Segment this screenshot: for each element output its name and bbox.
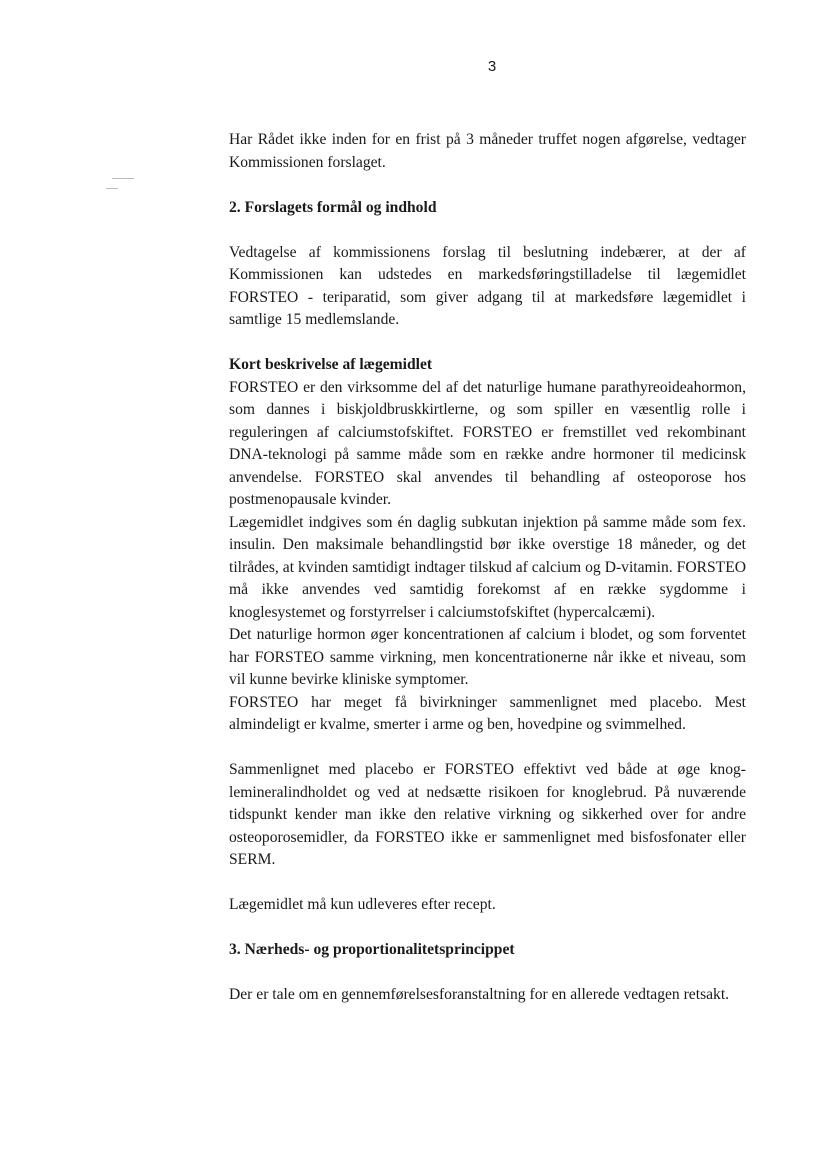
page-number: 3 (487, 58, 497, 75)
paragraph: FORSTEO har meget få bivirkninger sammenlignet med placebo. Mest almindeligt er kvalme, smerter i arme og ben, hovedpine og svimmelhed. (229, 693, 746, 733)
paragraph: Lægemidlet må kun udleveres efter recept. (229, 896, 496, 913)
scan-mark (106, 188, 118, 189)
paragraph: Det naturlige hormon øger koncentrationen af calcium i blodet, og som forventet har FORSTEO samme virkning, men koncentrationerne når ikke et niveau, som vil kunne bevirke kliniske symptomer. (229, 626, 746, 688)
paragraph: Vedtagelse af kommissionens forslag til beslutning indebærer, at der af Kommissionen kan udstedes en markedsføringstilladelse til lægemidlet FORSTEO - teriparatid, som giver adgang til at markedsføre lægemidlet i samtlige 15 medlemslande. (229, 243, 746, 328)
paragraph: Der er tale om en gennemførelsesforanstaltning for en allerede vedtagen retsakt. (229, 986, 730, 1003)
subsection-heading: Kort beskrivelse af lægemidlet (229, 356, 433, 373)
section-heading: 3. Nærheds- og proportionalitetsprincippet (229, 941, 515, 958)
paragraph: FORSTEO er den virksomme del af det naturlige humane parathyreoideahormon, som dannes i biskjoldbruskkirtlerne, og som spiller en væsentlig rolle i reguleringen af calciumstofskiftet. FORSTEO er fremstillet ved rekombinant DNA-teknologi på samme måde som en række andre hormoner til medicinsk anvendelse. FORSTEO skal anvendes til behandling af osteoporose hos postmenopausale kvinder. (229, 378, 746, 508)
paragraph: Sammenlignet med placebo er FORSTEO effektivt ved både at øge knoglemineralindholdet og ved at nedsætte risikoen for knoglebrud. På nuværende tidspunkt kender man ikke den relative virkning og sikkerhed over for andre osteoporosemidler, da FORSTEO ikke er sammenlignet med bisfosfonater eller SERM. (229, 761, 746, 868)
scan-mark (112, 178, 134, 179)
section-heading: 2. Forslagets formål og indhold (229, 198, 437, 216)
paragraph: Har Rådet ikke inden for en frist på 3 måneder truffet nogen afgørelse, vedtager Kommissionen forslaget. (229, 131, 746, 171)
paragraph: Lægemidlet indgives som én daglig subkutan injektion på samme måde som fex. insulin. Den maksimale behandlingstid bør ikke overstige 18 måneder, og det tilrådes, at kvinden samtidigt indtager tilskud af calcium og D-vitamin. FORSTEO må ikke anvendes ved samtidig forekomst af en række sygdomme i knoglesystemet og forstyrrelser i calciumstofskiftet (hypercalcæmi). (229, 513, 746, 621)
document-body (229, 129, 746, 1007)
